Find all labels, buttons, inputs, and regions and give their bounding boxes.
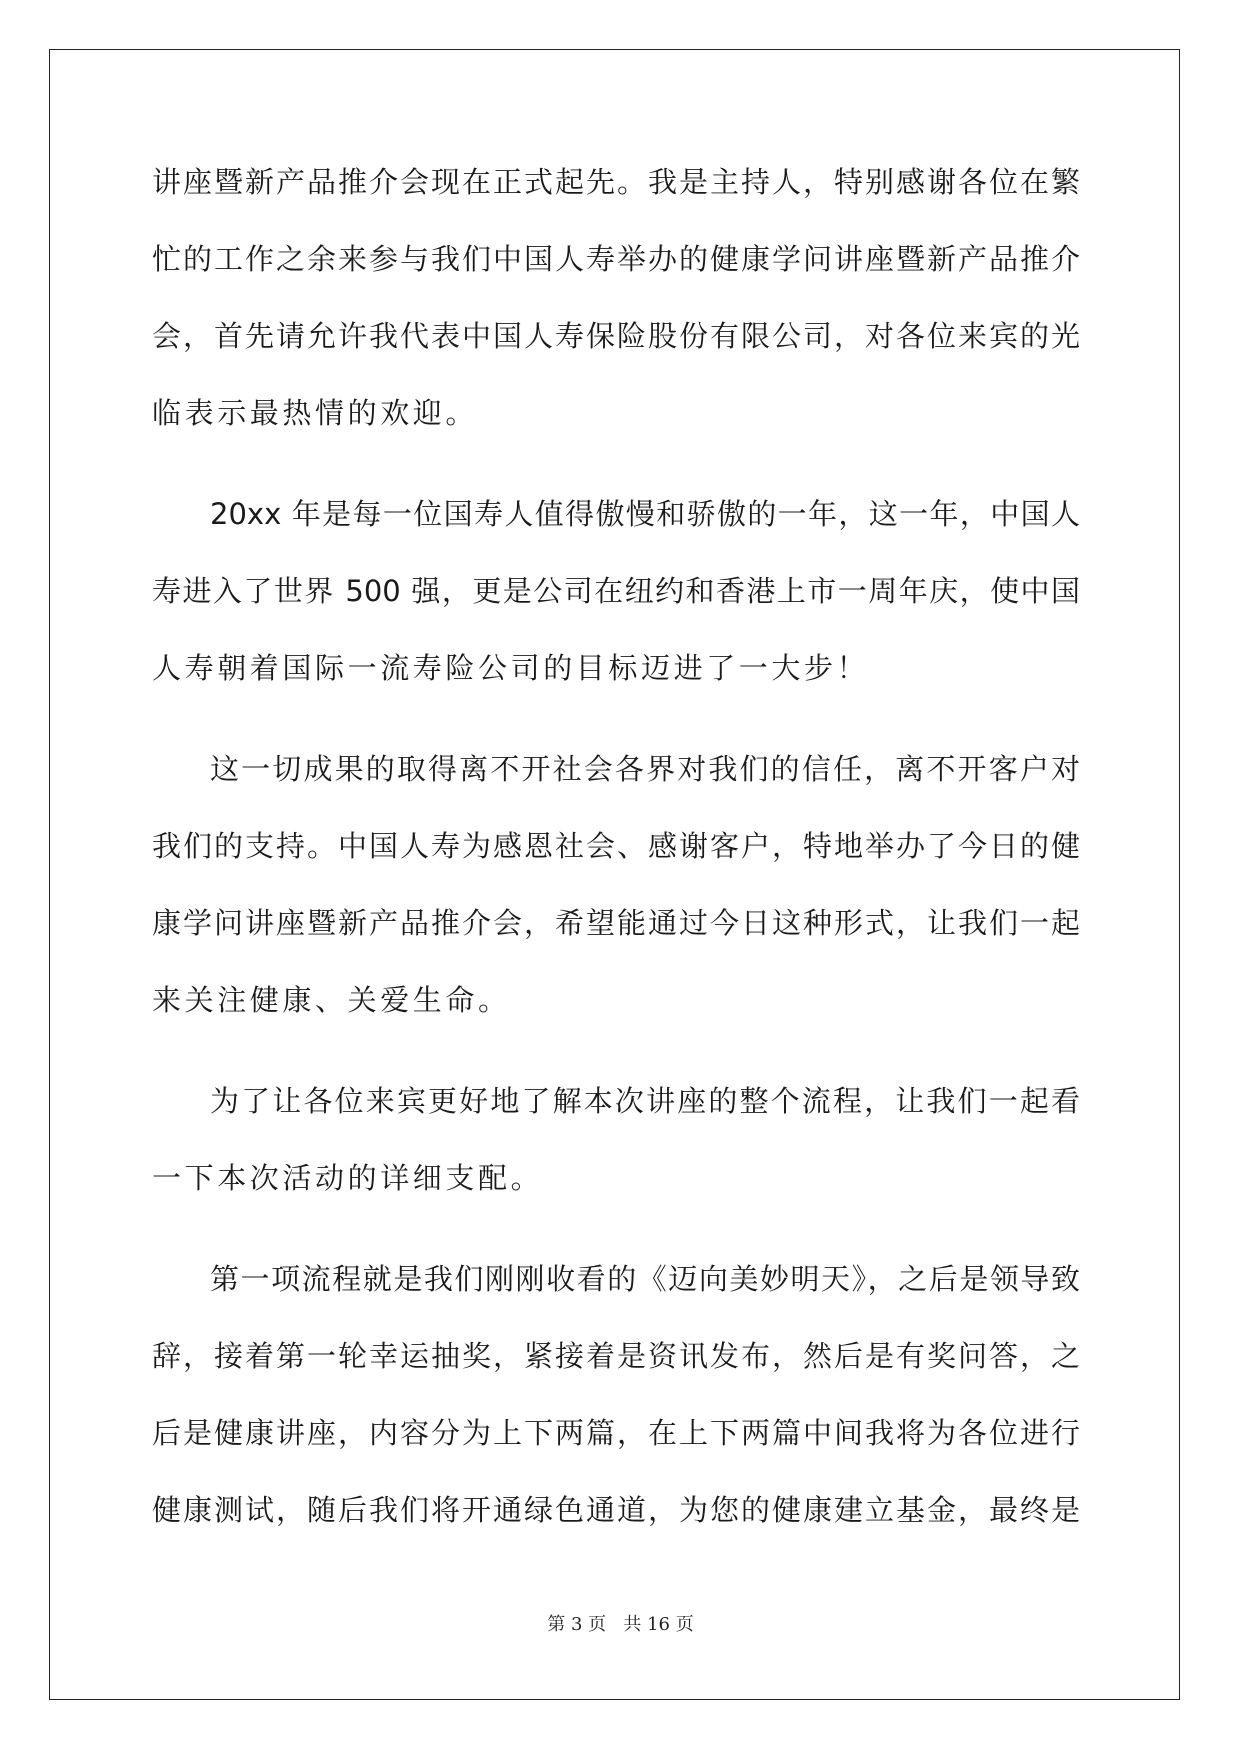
page-total: 共 16 页: [623, 1614, 694, 1635]
text-line: 一下本次活动的详细支配。: [152, 1161, 544, 1195]
text-line: 人寿朝着国际一流寿险公司的目标迈进了一大步！: [152, 651, 870, 685]
text-line: 康学问讲座暨新产品推介会，希望能通过今日这种形式，让我们一起: [152, 906, 1080, 940]
text-line: 寿进入了世界 500 强，更是公司在纽约和香港上市一周年庆，使中国: [152, 574, 1080, 608]
page-footer: [0, 1613, 1241, 1637]
text-line: 会，首先请允许我代表中国人寿保险股份有限公司，对各位来宾的光: [152, 319, 1080, 353]
text-line: 讲座暨新产品推介会现在正式起先。我是主持人，特别感谢各位在繁: [152, 165, 1080, 199]
text-line: 来关注健康、关爱生命。: [152, 983, 511, 1017]
text-line: 辞，接着第一轮幸运抽奖，紧接着是资讯发布，然后是有奖问答，之: [152, 1339, 1080, 1373]
text-line: 20xx 年是每一位国寿人值得傲慢和骄傲的一年，这一年，中国人: [210, 497, 1080, 531]
text-line: 健康测试，随后我们将开通绿色通道，为您的健康建立基金，最终是: [152, 1493, 1080, 1527]
text-line: 第一项流程就是我们刚刚收看的《迈向美妙明天》，之后是领导致: [210, 1262, 1080, 1296]
page-number: 第 3 页: [547, 1614, 607, 1635]
text-line: 临表示最热情的欢迎。: [152, 396, 479, 430]
text-line: 我们的支持。中国人寿为感恩社会、感谢客户，特地举办了今日的健: [152, 829, 1080, 863]
text-line: 后是健康讲座，内容分为上下两篇，在上下两篇中间我将为各位进行: [152, 1416, 1080, 1450]
text-line: 这一切成果的取得离不开社会各界对我们的信任，离不开客户对: [210, 752, 1080, 786]
text-line: 为了让各位来宾更好地了解本次讲座的整个流程，让我们一起看: [210, 1084, 1080, 1118]
text-line: 忙的工作之余来参与我们中国人寿举办的健康学问讲座暨新产品推介: [152, 242, 1080, 276]
